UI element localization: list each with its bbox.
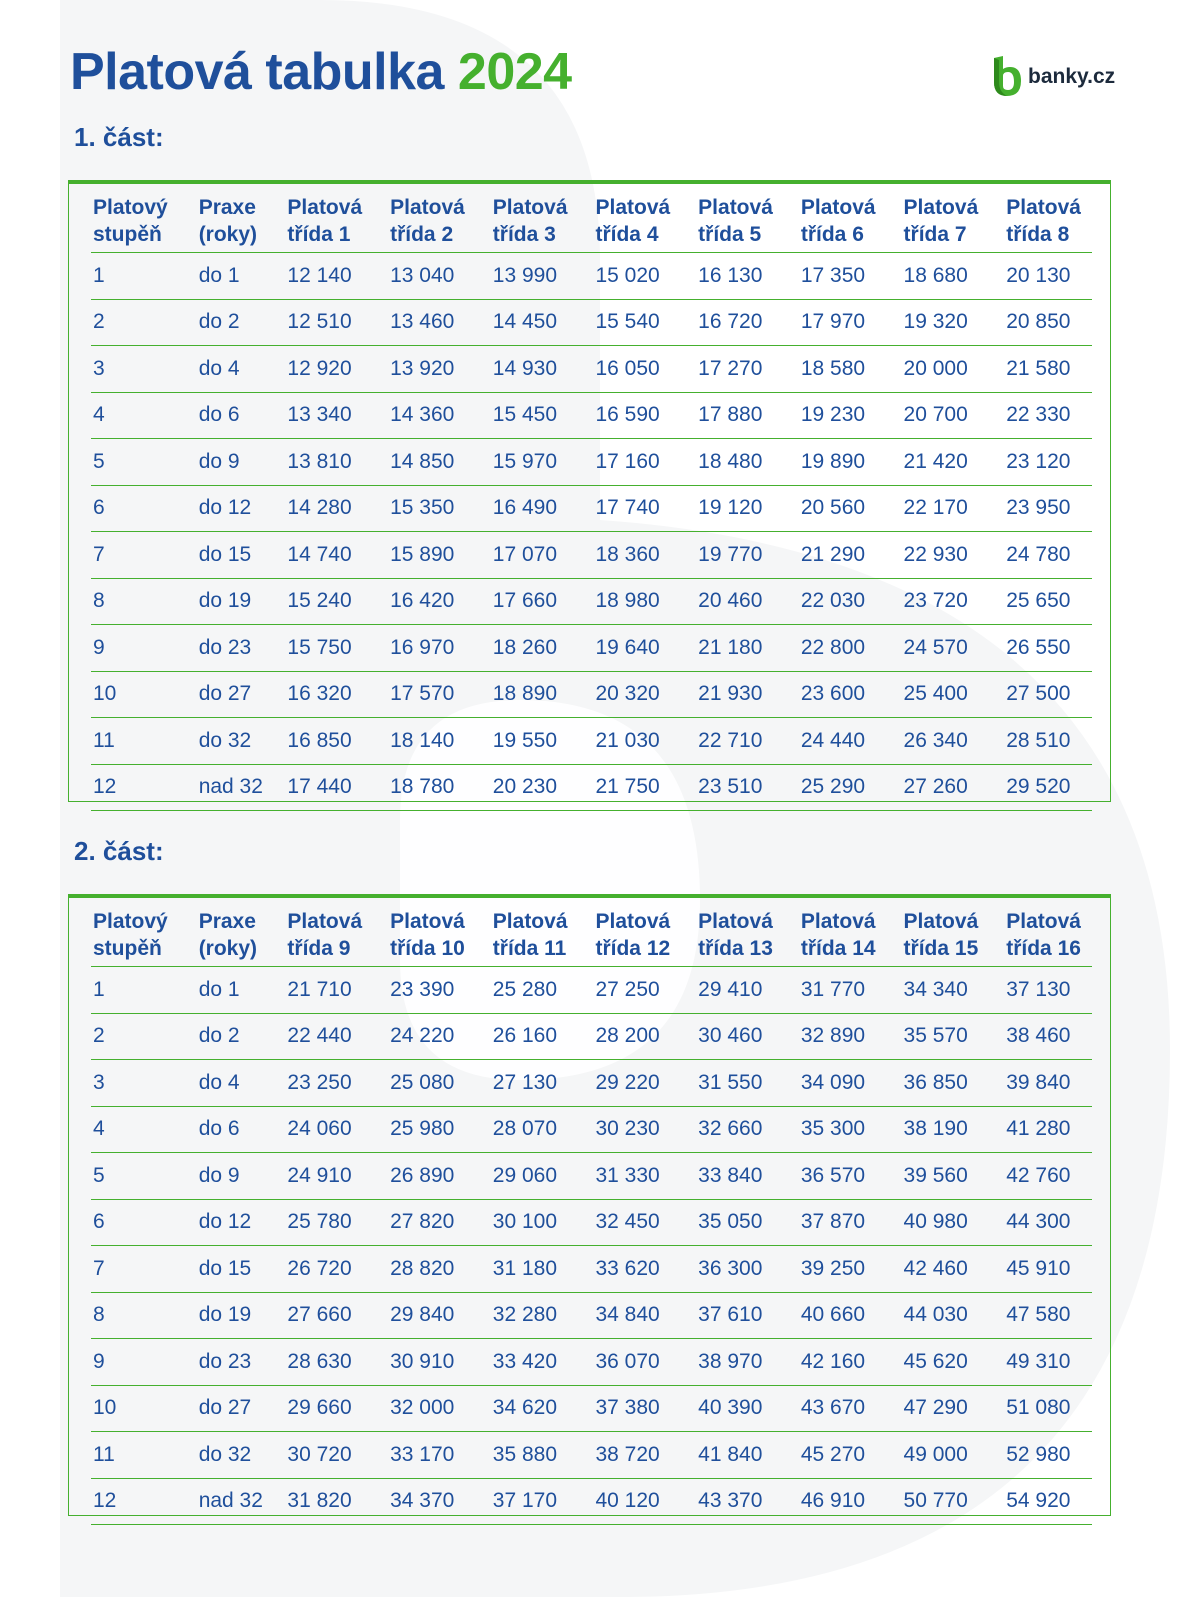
salary-cell: 29 410 <box>698 977 763 1001</box>
column-header: Platová třída 1 <box>287 196 363 246</box>
salary-cell: 15 020 <box>595 263 660 287</box>
salary-cell: 23 250 <box>287 1070 352 1094</box>
table-row <box>91 532 1092 579</box>
salary-cell: 32 000 <box>390 1396 455 1420</box>
table-row <box>91 253 1092 300</box>
grade-cell: 8 <box>93 1303 105 1327</box>
salary-cell: 17 570 <box>390 682 455 706</box>
experience-cell: do 15 <box>198 1256 252 1280</box>
salary-cell: 31 770 <box>800 977 866 1001</box>
salary-cell: 20 230 <box>492 775 558 799</box>
salary-cell: 24 440 <box>800 728 866 752</box>
column-header: Platová třída 2 <box>390 196 465 246</box>
grade-cell: 5 <box>93 449 105 473</box>
experience-cell: do 4 <box>198 356 240 380</box>
table-row <box>91 346 1092 393</box>
salary-cell: 36 070 <box>595 1349 660 1373</box>
experience-cell: do 1 <box>198 263 240 287</box>
column-header: Platová třída 9 <box>287 910 363 960</box>
salary-cell: 18 360 <box>595 542 660 566</box>
salary-cell: 29 660 <box>287 1396 352 1420</box>
salary-cell: 42 160 <box>800 1349 866 1373</box>
salary-cell: 50 770 <box>903 1489 968 1513</box>
table-row <box>91 967 1092 1014</box>
experience-cell: nad 32 <box>198 1489 263 1513</box>
column-header: Platová třída 12 <box>595 910 671 960</box>
salary-cell: 15 970 <box>492 449 558 473</box>
salary-cell: 49 310 <box>1006 1349 1071 1373</box>
experience-cell: do 15 <box>198 542 252 566</box>
salary-cell: 21 710 <box>287 977 352 1001</box>
grade-cell: 11 <box>93 728 115 752</box>
salary-cell: 17 970 <box>800 310 866 334</box>
salary-cell: 44 300 <box>1006 1210 1071 1234</box>
grade-cell: 5 <box>93 1163 105 1187</box>
salary-cell: 33 420 <box>492 1349 558 1373</box>
salary-cell: 51 080 <box>1006 1396 1071 1420</box>
column-header: Platová třída 14 <box>800 910 876 960</box>
grade-cell: 9 <box>93 635 105 659</box>
table-row <box>91 439 1092 486</box>
table-row <box>91 1479 1092 1526</box>
table-row <box>91 1293 1092 1340</box>
salary-cell: 30 910 <box>390 1349 455 1373</box>
column-header: Platová třída 5 <box>698 196 773 246</box>
experience-cell: do 19 <box>198 1303 252 1327</box>
salary-cell: 31 550 <box>698 1070 763 1094</box>
salary-cell: 18 260 <box>492 635 558 659</box>
column-header: Platový stupěň <box>93 196 168 246</box>
part2-heading: 2. část: <box>74 836 164 866</box>
salary-cell: 17 070 <box>492 542 558 566</box>
column-header: Platová třída 16 <box>1006 910 1081 960</box>
salary-cell: 33 620 <box>595 1256 660 1280</box>
salary-cell: 23 720 <box>903 589 968 613</box>
experience-cell: do 23 <box>198 635 252 659</box>
salary-cell: 24 220 <box>390 1024 455 1048</box>
salary-table-part2 <box>68 894 1111 1516</box>
salary-cell: 45 910 <box>1006 1256 1071 1280</box>
salary-cell: 36 850 <box>903 1070 968 1094</box>
salary-cell: 23 510 <box>698 775 763 799</box>
experience-cell: do 27 <box>198 682 252 706</box>
experience-cell: do 12 <box>198 496 252 520</box>
column-header: Platová třída 15 <box>903 910 979 960</box>
salary-cell: 40 980 <box>903 1210 968 1234</box>
salary-cell: 46 910 <box>800 1489 866 1513</box>
salary-cell: 20 000 <box>903 356 968 380</box>
salary-cell: 14 850 <box>390 449 455 473</box>
column-header: Praxe (roky) <box>198 910 258 960</box>
experience-cell: do 12 <box>198 1210 252 1234</box>
salary-cell: 38 460 <box>1006 1024 1071 1048</box>
column-header: Platová třída 10 <box>390 910 465 960</box>
salary-cell: 39 560 <box>903 1163 968 1187</box>
salary-table-part1 <box>68 180 1111 802</box>
table-row <box>91 1339 1092 1386</box>
salary-cell: 23 390 <box>390 977 455 1001</box>
experience-cell: do 23 <box>198 1349 252 1373</box>
salary-cell: 29 520 <box>1006 775 1071 799</box>
column-header: Platová třída 11 <box>492 910 568 960</box>
table-row <box>91 672 1092 719</box>
salary-cell: 28 820 <box>390 1256 455 1280</box>
salary-cell: 34 840 <box>595 1303 660 1327</box>
salary-cell: 15 540 <box>595 310 660 334</box>
salary-cell: 20 850 <box>1006 310 1071 334</box>
salary-cell: 19 230 <box>800 403 866 427</box>
table-header-row <box>91 904 1092 967</box>
salary-cell: 34 620 <box>492 1396 558 1420</box>
experience-cell: do 27 <box>198 1396 252 1420</box>
salary-cell: 17 350 <box>800 263 866 287</box>
salary-cell: 45 270 <box>800 1442 866 1466</box>
experience-cell: do 4 <box>198 1070 240 1094</box>
salary-cell: 32 890 <box>800 1024 866 1048</box>
table-row <box>91 1200 1092 1247</box>
salary-cell: 19 770 <box>698 542 763 566</box>
salary-cell: 17 440 <box>287 775 352 799</box>
table-row <box>91 625 1092 672</box>
table-row <box>91 1107 1092 1154</box>
table-row <box>91 1153 1092 1200</box>
salary-cell: 21 750 <box>595 775 660 799</box>
table-row <box>91 393 1092 440</box>
salary-cell: 30 230 <box>595 1117 660 1141</box>
grade-cell: 11 <box>93 1442 115 1466</box>
salary-cell: 22 030 <box>800 589 866 613</box>
salary-cell: 28 070 <box>492 1117 558 1141</box>
salary-cell: 32 450 <box>595 1210 660 1234</box>
salary-cell: 22 800 <box>800 635 866 659</box>
salary-cell: 20 130 <box>1006 263 1071 287</box>
salary-cell: 37 170 <box>492 1489 558 1513</box>
salary-cell: 24 060 <box>287 1117 352 1141</box>
salary-cell: 22 170 <box>903 496 968 520</box>
table-row <box>91 765 1092 812</box>
salary-cell: 18 980 <box>595 589 660 613</box>
salary-cell: 54 920 <box>1006 1489 1071 1513</box>
experience-cell: do 9 <box>198 449 240 473</box>
salary-cell: 13 990 <box>492 263 558 287</box>
salary-cell: 27 820 <box>390 1210 455 1234</box>
salary-cell: 41 840 <box>698 1442 763 1466</box>
grade-cell: 2 <box>93 1024 105 1048</box>
column-header: Platová třída 8 <box>1006 196 1081 246</box>
salary-cell: 13 040 <box>390 263 455 287</box>
grade-cell: 12 <box>93 775 117 799</box>
salary-cell: 49 000 <box>903 1442 968 1466</box>
salary-cell: 37 380 <box>595 1396 660 1420</box>
logo-text: banky.cz <box>1028 65 1116 88</box>
salary-cell: 27 250 <box>595 977 660 1001</box>
salary-cell: 40 390 <box>698 1396 763 1420</box>
salary-cell: 26 550 <box>1006 635 1071 659</box>
salary-cell: 23 950 <box>1006 496 1071 520</box>
salary-cell: 17 660 <box>492 589 558 613</box>
salary-cell: 29 060 <box>492 1163 558 1187</box>
grade-cell: 10 <box>93 1396 117 1420</box>
banky-logo-icon <box>990 56 1024 98</box>
salary-cell: 27 260 <box>903 775 968 799</box>
experience-cell: do 1 <box>198 977 240 1001</box>
salary-cell: 36 570 <box>800 1163 866 1187</box>
salary-cell: 24 780 <box>1006 542 1071 566</box>
grade-cell: 12 <box>93 1489 117 1513</box>
salary-cell: 16 420 <box>390 589 455 613</box>
experience-cell: do 2 <box>198 1024 240 1048</box>
salary-cell: 27 660 <box>287 1303 352 1327</box>
salary-cell: 40 120 <box>595 1489 660 1513</box>
salary-cell: 17 880 <box>698 403 763 427</box>
salary-cell: 33 840 <box>698 1163 763 1187</box>
column-header: Platový stupěň <box>93 910 168 960</box>
table-row <box>91 1014 1092 1061</box>
part1-heading: 1. část: <box>74 122 164 152</box>
salary-cell: 23 600 <box>800 682 866 706</box>
title-main: Platová tabulka <box>70 43 444 101</box>
salary-cell: 35 880 <box>492 1442 558 1466</box>
salary-cell: 16 130 <box>698 263 763 287</box>
table-row <box>91 579 1092 626</box>
salary-cell: 14 280 <box>287 496 352 520</box>
experience-cell: do 9 <box>198 1163 240 1187</box>
salary-cell: 25 290 <box>800 775 866 799</box>
table-row <box>91 300 1092 347</box>
grade-cell: 6 <box>93 1210 105 1234</box>
salary-cell: 17 740 <box>595 496 660 520</box>
salary-cell: 21 930 <box>698 682 763 706</box>
salary-cell: 44 030 <box>903 1303 968 1327</box>
salary-cell: 45 620 <box>903 1349 968 1373</box>
salary-cell: 13 460 <box>390 310 455 334</box>
salary-cell: 25 080 <box>390 1070 455 1094</box>
salary-cell: 13 340 <box>287 403 352 427</box>
experience-cell: do 6 <box>198 1117 240 1141</box>
salary-cell: 18 140 <box>390 728 455 752</box>
salary-cell: 20 560 <box>800 496 866 520</box>
table-row <box>91 1386 1092 1433</box>
table-row <box>91 1060 1092 1107</box>
salary-cell: 18 890 <box>492 682 558 706</box>
salary-cell: 22 440 <box>287 1024 352 1048</box>
salary-cell: 47 580 <box>1006 1303 1071 1327</box>
salary-cell: 35 570 <box>903 1024 968 1048</box>
grade-cell: 3 <box>93 1070 105 1094</box>
salary-cell: 16 720 <box>698 310 763 334</box>
table-row <box>91 486 1092 533</box>
salary-cell: 42 460 <box>903 1256 968 1280</box>
salary-cell: 18 780 <box>390 775 455 799</box>
experience-cell: nad 32 <box>198 775 263 799</box>
column-header: Platová třída 6 <box>800 196 876 246</box>
salary-cell: 20 700 <box>903 403 968 427</box>
experience-cell: do 19 <box>198 589 252 613</box>
salary-cell: 28 510 <box>1006 728 1071 752</box>
salary-cell: 17 270 <box>698 356 763 380</box>
salary-cell: 16 490 <box>492 496 558 520</box>
salary-cell: 12 140 <box>287 263 352 287</box>
salary-cell: 18 480 <box>698 449 763 473</box>
grade-cell: 10 <box>93 682 117 706</box>
experience-cell: do 32 <box>198 728 252 752</box>
salary-cell: 16 050 <box>595 356 660 380</box>
salary-cell: 30 460 <box>698 1024 763 1048</box>
table-row <box>91 718 1092 765</box>
salary-cell: 12 920 <box>287 356 352 380</box>
salary-cell: 14 740 <box>287 542 352 566</box>
salary-cell: 38 720 <box>595 1442 660 1466</box>
salary-cell: 32 660 <box>698 1117 763 1141</box>
salary-cell: 13 810 <box>287 449 352 473</box>
salary-cell: 27 130 <box>492 1070 558 1094</box>
salary-cell: 19 120 <box>698 496 763 520</box>
column-header: Platová třída 3 <box>492 196 568 246</box>
experience-cell: do 32 <box>198 1442 252 1466</box>
salary-cell: 16 850 <box>287 728 352 752</box>
grade-cell: 4 <box>93 1117 105 1141</box>
salary-cell: 16 590 <box>595 403 660 427</box>
salary-cell: 28 630 <box>287 1349 352 1373</box>
grade-cell: 1 <box>93 977 105 1001</box>
column-header: Platová třída 13 <box>698 910 773 960</box>
experience-cell: do 2 <box>198 310 240 334</box>
salary-cell: 24 570 <box>903 635 968 659</box>
salary-cell: 21 030 <box>595 728 660 752</box>
grade-cell: 7 <box>93 1256 105 1280</box>
salary-cell: 39 250 <box>800 1256 866 1280</box>
salary-cell: 25 280 <box>492 977 558 1001</box>
salary-cell: 35 050 <box>698 1210 763 1234</box>
salary-cell: 28 200 <box>595 1024 660 1048</box>
salary-cell: 52 980 <box>1006 1442 1071 1466</box>
grade-cell: 8 <box>93 589 105 613</box>
salary-cell: 39 840 <box>1006 1070 1071 1094</box>
salary-cell: 38 970 <box>698 1349 763 1373</box>
salary-cell: 29 840 <box>390 1303 455 1327</box>
salary-cell: 21 580 <box>1006 356 1071 380</box>
salary-cell: 22 930 <box>903 542 968 566</box>
salary-cell: 26 720 <box>287 1256 352 1280</box>
salary-cell: 35 300 <box>800 1117 866 1141</box>
salary-cell: 14 930 <box>492 356 558 380</box>
salary-cell: 27 500 <box>1006 682 1071 706</box>
salary-cell: 15 890 <box>390 542 455 566</box>
salary-cell: 26 890 <box>390 1163 455 1187</box>
salary-cell: 25 980 <box>390 1117 455 1141</box>
grade-cell: 1 <box>93 263 105 287</box>
salary-cell: 12 510 <box>287 310 352 334</box>
salary-cell: 31 180 <box>492 1256 558 1280</box>
salary-cell: 18 680 <box>903 263 968 287</box>
grade-cell: 4 <box>93 403 105 427</box>
salary-cell: 36 300 <box>698 1256 763 1280</box>
salary-cell: 37 130 <box>1006 977 1071 1001</box>
salary-cell: 32 280 <box>492 1303 558 1327</box>
salary-cell: 16 320 <box>287 682 352 706</box>
salary-cell: 31 820 <box>287 1489 352 1513</box>
salary-cell: 22 330 <box>1006 403 1071 427</box>
salary-cell: 16 970 <box>390 635 455 659</box>
salary-cell: 17 160 <box>595 449 660 473</box>
salary-cell: 31 330 <box>595 1163 660 1187</box>
salary-cell: 21 420 <box>903 449 968 473</box>
salary-cell: 15 750 <box>287 635 352 659</box>
column-header: Platová třída 4 <box>595 196 671 246</box>
salary-cell: 15 240 <box>287 589 352 613</box>
salary-cell: 25 650 <box>1006 589 1071 613</box>
salary-cell: 47 290 <box>903 1396 968 1420</box>
salary-cell: 37 870 <box>800 1210 866 1234</box>
salary-cell: 43 670 <box>800 1396 866 1420</box>
table-row <box>91 1432 1092 1479</box>
salary-cell: 43 370 <box>698 1489 763 1513</box>
table-header-row <box>91 190 1092 253</box>
table-row <box>91 1246 1092 1293</box>
banky-logo[interactable] <box>990 56 1115 98</box>
salary-cell: 34 340 <box>903 977 968 1001</box>
salary-cell: 24 910 <box>287 1163 352 1187</box>
salary-cell: 13 920 <box>390 356 455 380</box>
title-year: 2024 <box>457 43 572 101</box>
salary-cell: 18 580 <box>800 356 866 380</box>
salary-cell: 19 890 <box>800 449 866 473</box>
salary-cell: 33 170 <box>390 1442 455 1466</box>
salary-cell: 37 610 <box>698 1303 763 1327</box>
salary-grid-part1 <box>91 190 1092 811</box>
experience-cell: do 6 <box>198 403 240 427</box>
grade-cell: 3 <box>93 356 105 380</box>
salary-cell: 38 190 <box>903 1117 968 1141</box>
salary-cell: 34 370 <box>390 1489 455 1513</box>
salary-cell: 41 280 <box>1006 1117 1071 1141</box>
salary-cell: 15 450 <box>492 403 558 427</box>
salary-cell: 14 450 <box>492 310 558 334</box>
salary-cell: 22 710 <box>698 728 763 752</box>
salary-cell: 21 180 <box>698 635 763 659</box>
salary-cell: 20 460 <box>698 589 763 613</box>
column-header: Platová třída 7 <box>903 196 979 246</box>
grade-cell: 7 <box>93 542 105 566</box>
grade-cell: 6 <box>93 496 105 520</box>
salary-cell: 34 090 <box>800 1070 866 1094</box>
grade-cell: 9 <box>93 1349 105 1373</box>
salary-cell: 26 160 <box>492 1024 558 1048</box>
salary-cell: 15 350 <box>390 496 455 520</box>
salary-cell: 25 400 <box>903 682 968 706</box>
salary-cell: 19 550 <box>492 728 558 752</box>
salary-cell: 26 340 <box>903 728 968 752</box>
salary-grid-part2 <box>91 904 1092 1525</box>
salary-cell: 30 720 <box>287 1442 352 1466</box>
salary-cell: 40 660 <box>800 1303 866 1327</box>
salary-cell: 42 760 <box>1006 1163 1071 1187</box>
salary-cell: 21 290 <box>800 542 866 566</box>
salary-cell: 20 320 <box>595 682 660 706</box>
salary-cell: 30 100 <box>492 1210 558 1234</box>
salary-cell: 23 120 <box>1006 449 1071 473</box>
salary-cell: 25 780 <box>287 1210 352 1234</box>
salary-cell: 14 360 <box>390 403 455 427</box>
grade-cell: 2 <box>93 310 105 334</box>
salary-cell: 19 320 <box>903 310 968 334</box>
salary-cell: 19 640 <box>595 635 660 659</box>
column-header: Praxe (roky) <box>198 196 258 246</box>
salary-cell: 29 220 <box>595 1070 660 1094</box>
page-title <box>70 43 572 101</box>
